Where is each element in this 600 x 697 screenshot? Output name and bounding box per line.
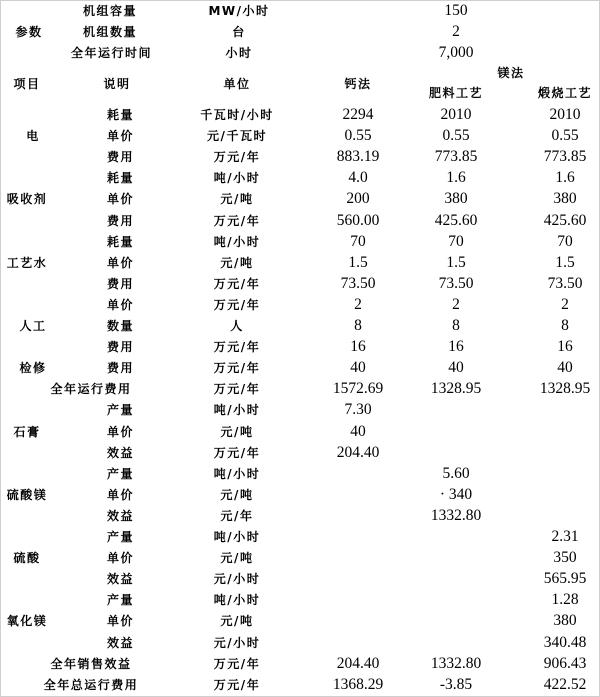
param-unit: 小时 bbox=[225, 46, 253, 61]
row-desc: 费用 bbox=[107, 340, 135, 355]
row-unit: 元/年 bbox=[220, 508, 254, 523]
group-label: 工艺水 bbox=[6, 255, 48, 270]
value-calcine: 73.50 bbox=[547, 274, 583, 292]
row-unit: 元/吨 bbox=[220, 614, 254, 629]
value-fertilizer: · 340 bbox=[439, 485, 473, 503]
value-calcine: 40 bbox=[557, 359, 573, 377]
value-fertilizer: 2 bbox=[452, 295, 460, 313]
header-desc: 说明 bbox=[103, 77, 131, 91]
row-desc: 效益 bbox=[107, 635, 135, 650]
row-unit: 元/小时 bbox=[213, 635, 261, 650]
row-unit: 吨/小时 bbox=[213, 171, 261, 186]
row-unit: 万元/年 bbox=[213, 276, 261, 291]
value-calcine: 565.95 bbox=[543, 570, 587, 588]
value-calcium: 73.50 bbox=[340, 274, 376, 292]
row-unit: 吨/小时 bbox=[213, 466, 261, 481]
value-calcium: 40 bbox=[350, 359, 366, 377]
value-calcine: 1.6 bbox=[555, 169, 575, 187]
row-desc: 耗量 bbox=[107, 171, 135, 186]
summary-calcium: 1572.69 bbox=[332, 380, 384, 398]
value-calcine: 425.60 bbox=[543, 211, 587, 229]
byproduct-label: 氧化镁 bbox=[6, 614, 48, 629]
row-desc: 费用 bbox=[107, 361, 135, 376]
row-unit: 元/吨 bbox=[220, 192, 254, 207]
value-fertilizer: 73.50 bbox=[438, 274, 474, 292]
row-desc: 数量 bbox=[107, 319, 135, 333]
value-calcine: 2 bbox=[561, 295, 569, 313]
summary-calcine: 906.43 bbox=[543, 654, 587, 672]
byproduct-label: 硫酸 bbox=[13, 551, 41, 566]
value-fertilizer: 16 bbox=[448, 338, 464, 356]
summary-calcium: 204.40 bbox=[336, 654, 380, 672]
row-desc: 耗量 bbox=[107, 234, 135, 249]
row-desc: 费用 bbox=[107, 150, 135, 165]
value-calcine: 2010 bbox=[549, 106, 581, 123]
summary-fertilizer: 1328.95 bbox=[430, 380, 482, 398]
param-group-label: 参数 bbox=[15, 25, 43, 40]
row-desc: 产量 bbox=[107, 466, 135, 481]
header-item: 项目 bbox=[13, 77, 41, 91]
value-fertilizer: 70 bbox=[448, 232, 464, 250]
value-fertilizer: 425.60 bbox=[434, 211, 478, 229]
value-calcium: 883.19 bbox=[336, 148, 380, 166]
value-fertilizer: 40 bbox=[448, 359, 464, 377]
value-calcine: 2.31 bbox=[551, 528, 579, 545]
row-unit: 人 bbox=[230, 319, 244, 333]
summary-label: 全年运行费用 bbox=[50, 382, 132, 397]
row-unit: 吨/小时 bbox=[213, 530, 261, 544]
value-calcium: 4.0 bbox=[348, 169, 368, 187]
summary-calcium: 1368.29 bbox=[332, 675, 384, 693]
value-fertilizer: 0.55 bbox=[442, 127, 470, 145]
row-desc: 效益 bbox=[107, 508, 135, 523]
value-fertilizer: 773.85 bbox=[434, 148, 478, 166]
row-unit: 吨/小时 bbox=[213, 403, 261, 418]
row-desc: 耗量 bbox=[107, 108, 135, 122]
summary-fertilizer: -3.85 bbox=[439, 675, 473, 693]
row-desc: 费用 bbox=[107, 213, 135, 228]
value-calcium: 2 bbox=[354, 295, 362, 313]
param-value: 2 bbox=[452, 23, 460, 41]
param-name: 机组容量 bbox=[83, 4, 138, 18]
row-desc: 单价 bbox=[107, 255, 135, 270]
value-calcium: 0.55 bbox=[344, 127, 372, 145]
value-fertilizer: 2010 bbox=[440, 106, 472, 123]
row-desc: 单价 bbox=[107, 487, 135, 502]
row-unit: 万元/年 bbox=[213, 445, 261, 460]
value-calcine: 773.85 bbox=[543, 148, 587, 166]
row-unit: 万元/年 bbox=[213, 361, 261, 376]
row-unit: 元/小时 bbox=[213, 572, 261, 587]
value-calcine: 8 bbox=[561, 317, 569, 334]
param-value: 150 bbox=[444, 2, 468, 19]
row-desc: 单价 bbox=[107, 192, 135, 207]
summary-unit: 万元/年 bbox=[213, 677, 261, 692]
row-unit: 元/吨 bbox=[220, 424, 254, 439]
row-desc: 单价 bbox=[107, 614, 135, 629]
param-unit: MW/小时 bbox=[208, 4, 270, 18]
value-calcium: 204.40 bbox=[336, 443, 380, 461]
summary-unit: 万元/年 bbox=[213, 656, 261, 671]
row-desc: 单价 bbox=[107, 424, 135, 439]
summary-fertilizer: 1332.80 bbox=[430, 654, 482, 672]
value-calcium: 2294 bbox=[342, 106, 374, 123]
row-unit: 元/千瓦时 bbox=[207, 129, 267, 144]
value-calcium: 16 bbox=[350, 338, 366, 356]
value-calcine: 380 bbox=[553, 190, 577, 208]
value-calcine: 1.5 bbox=[555, 253, 575, 271]
value-fertilizer: 380 bbox=[444, 190, 468, 208]
header-calcium: 钙法 bbox=[344, 77, 372, 91]
param-name: 全年运行时间 bbox=[71, 46, 153, 61]
row-unit: 元/吨 bbox=[220, 487, 254, 502]
value-calcine: 16 bbox=[557, 338, 573, 356]
byproduct-label: 石膏 bbox=[13, 424, 41, 439]
value-fertilizer: 8 bbox=[452, 317, 460, 334]
row-desc: 单价 bbox=[107, 297, 135, 312]
header-calcine: 煅烧工艺 bbox=[537, 86, 593, 100]
value-calcium: 8 bbox=[354, 317, 362, 334]
group-label: 吸收剂 bbox=[6, 192, 48, 207]
param-unit: 台 bbox=[232, 25, 246, 40]
value-calcine: 0.55 bbox=[551, 127, 579, 145]
row-unit: 万元/年 bbox=[213, 213, 261, 228]
row-unit: 万元/年 bbox=[213, 150, 261, 165]
header-fertilizer: 肥料工艺 bbox=[428, 86, 484, 100]
value-fertilizer: 1.5 bbox=[446, 253, 466, 271]
value-fertilizer: 1.6 bbox=[446, 169, 466, 187]
row-unit: 元/吨 bbox=[220, 255, 254, 270]
value-calcine: 70 bbox=[557, 232, 573, 250]
header-unit: 单位 bbox=[223, 77, 251, 91]
row-desc: 单价 bbox=[107, 551, 135, 566]
byproduct-label: 硫酸镁 bbox=[6, 487, 48, 502]
value-calcine: 380 bbox=[553, 612, 577, 630]
row-unit: 万元/年 bbox=[213, 340, 261, 355]
summary-calcine: 422.52 bbox=[543, 675, 587, 693]
group-label: 电 bbox=[26, 129, 40, 144]
value-calcium: 70 bbox=[350, 232, 366, 250]
row-desc: 效益 bbox=[107, 445, 135, 460]
value-calcium: 40 bbox=[350, 422, 366, 440]
value-calcine: 350 bbox=[553, 549, 577, 567]
value-calcine: 1.28 bbox=[551, 591, 579, 609]
value-fertilizer: 1332.80 bbox=[430, 506, 482, 524]
row-desc: 产量 bbox=[107, 403, 135, 418]
value-calcine: 340.48 bbox=[543, 633, 587, 651]
header-magnesium: 镁法 bbox=[497, 66, 525, 80]
summary-label: 全年总运行费用 bbox=[43, 677, 139, 692]
summary-calcine: 1328.95 bbox=[539, 380, 591, 398]
value-fertilizer: 5.60 bbox=[442, 464, 470, 482]
row-desc: 单价 bbox=[107, 129, 135, 144]
row-desc: 费用 bbox=[107, 276, 135, 291]
row-unit: 万元/年 bbox=[213, 297, 261, 312]
row-unit: 元/吨 bbox=[220, 551, 254, 566]
group-label: 检修 bbox=[19, 361, 47, 376]
group-label: 人工 bbox=[19, 319, 47, 333]
summary-unit: 万元/年 bbox=[213, 382, 261, 397]
row-unit: 吨/小时 bbox=[213, 234, 261, 249]
row-desc: 产量 bbox=[107, 593, 135, 608]
summary-label: 全年销售效益 bbox=[50, 656, 132, 671]
row-desc: 产量 bbox=[107, 530, 135, 544]
value-calcium: 1.5 bbox=[348, 253, 368, 271]
value-calcium: 7.30 bbox=[344, 401, 372, 419]
param-name: 机组数量 bbox=[83, 25, 138, 40]
param-value: 7,000 bbox=[438, 44, 474, 62]
row-unit: 千瓦时/小时 bbox=[200, 108, 274, 122]
value-calcium: 560.00 bbox=[336, 211, 380, 229]
value-calcium: 200 bbox=[346, 190, 370, 208]
row-unit: 吨/小时 bbox=[213, 593, 261, 608]
row-desc: 效益 bbox=[107, 572, 135, 587]
